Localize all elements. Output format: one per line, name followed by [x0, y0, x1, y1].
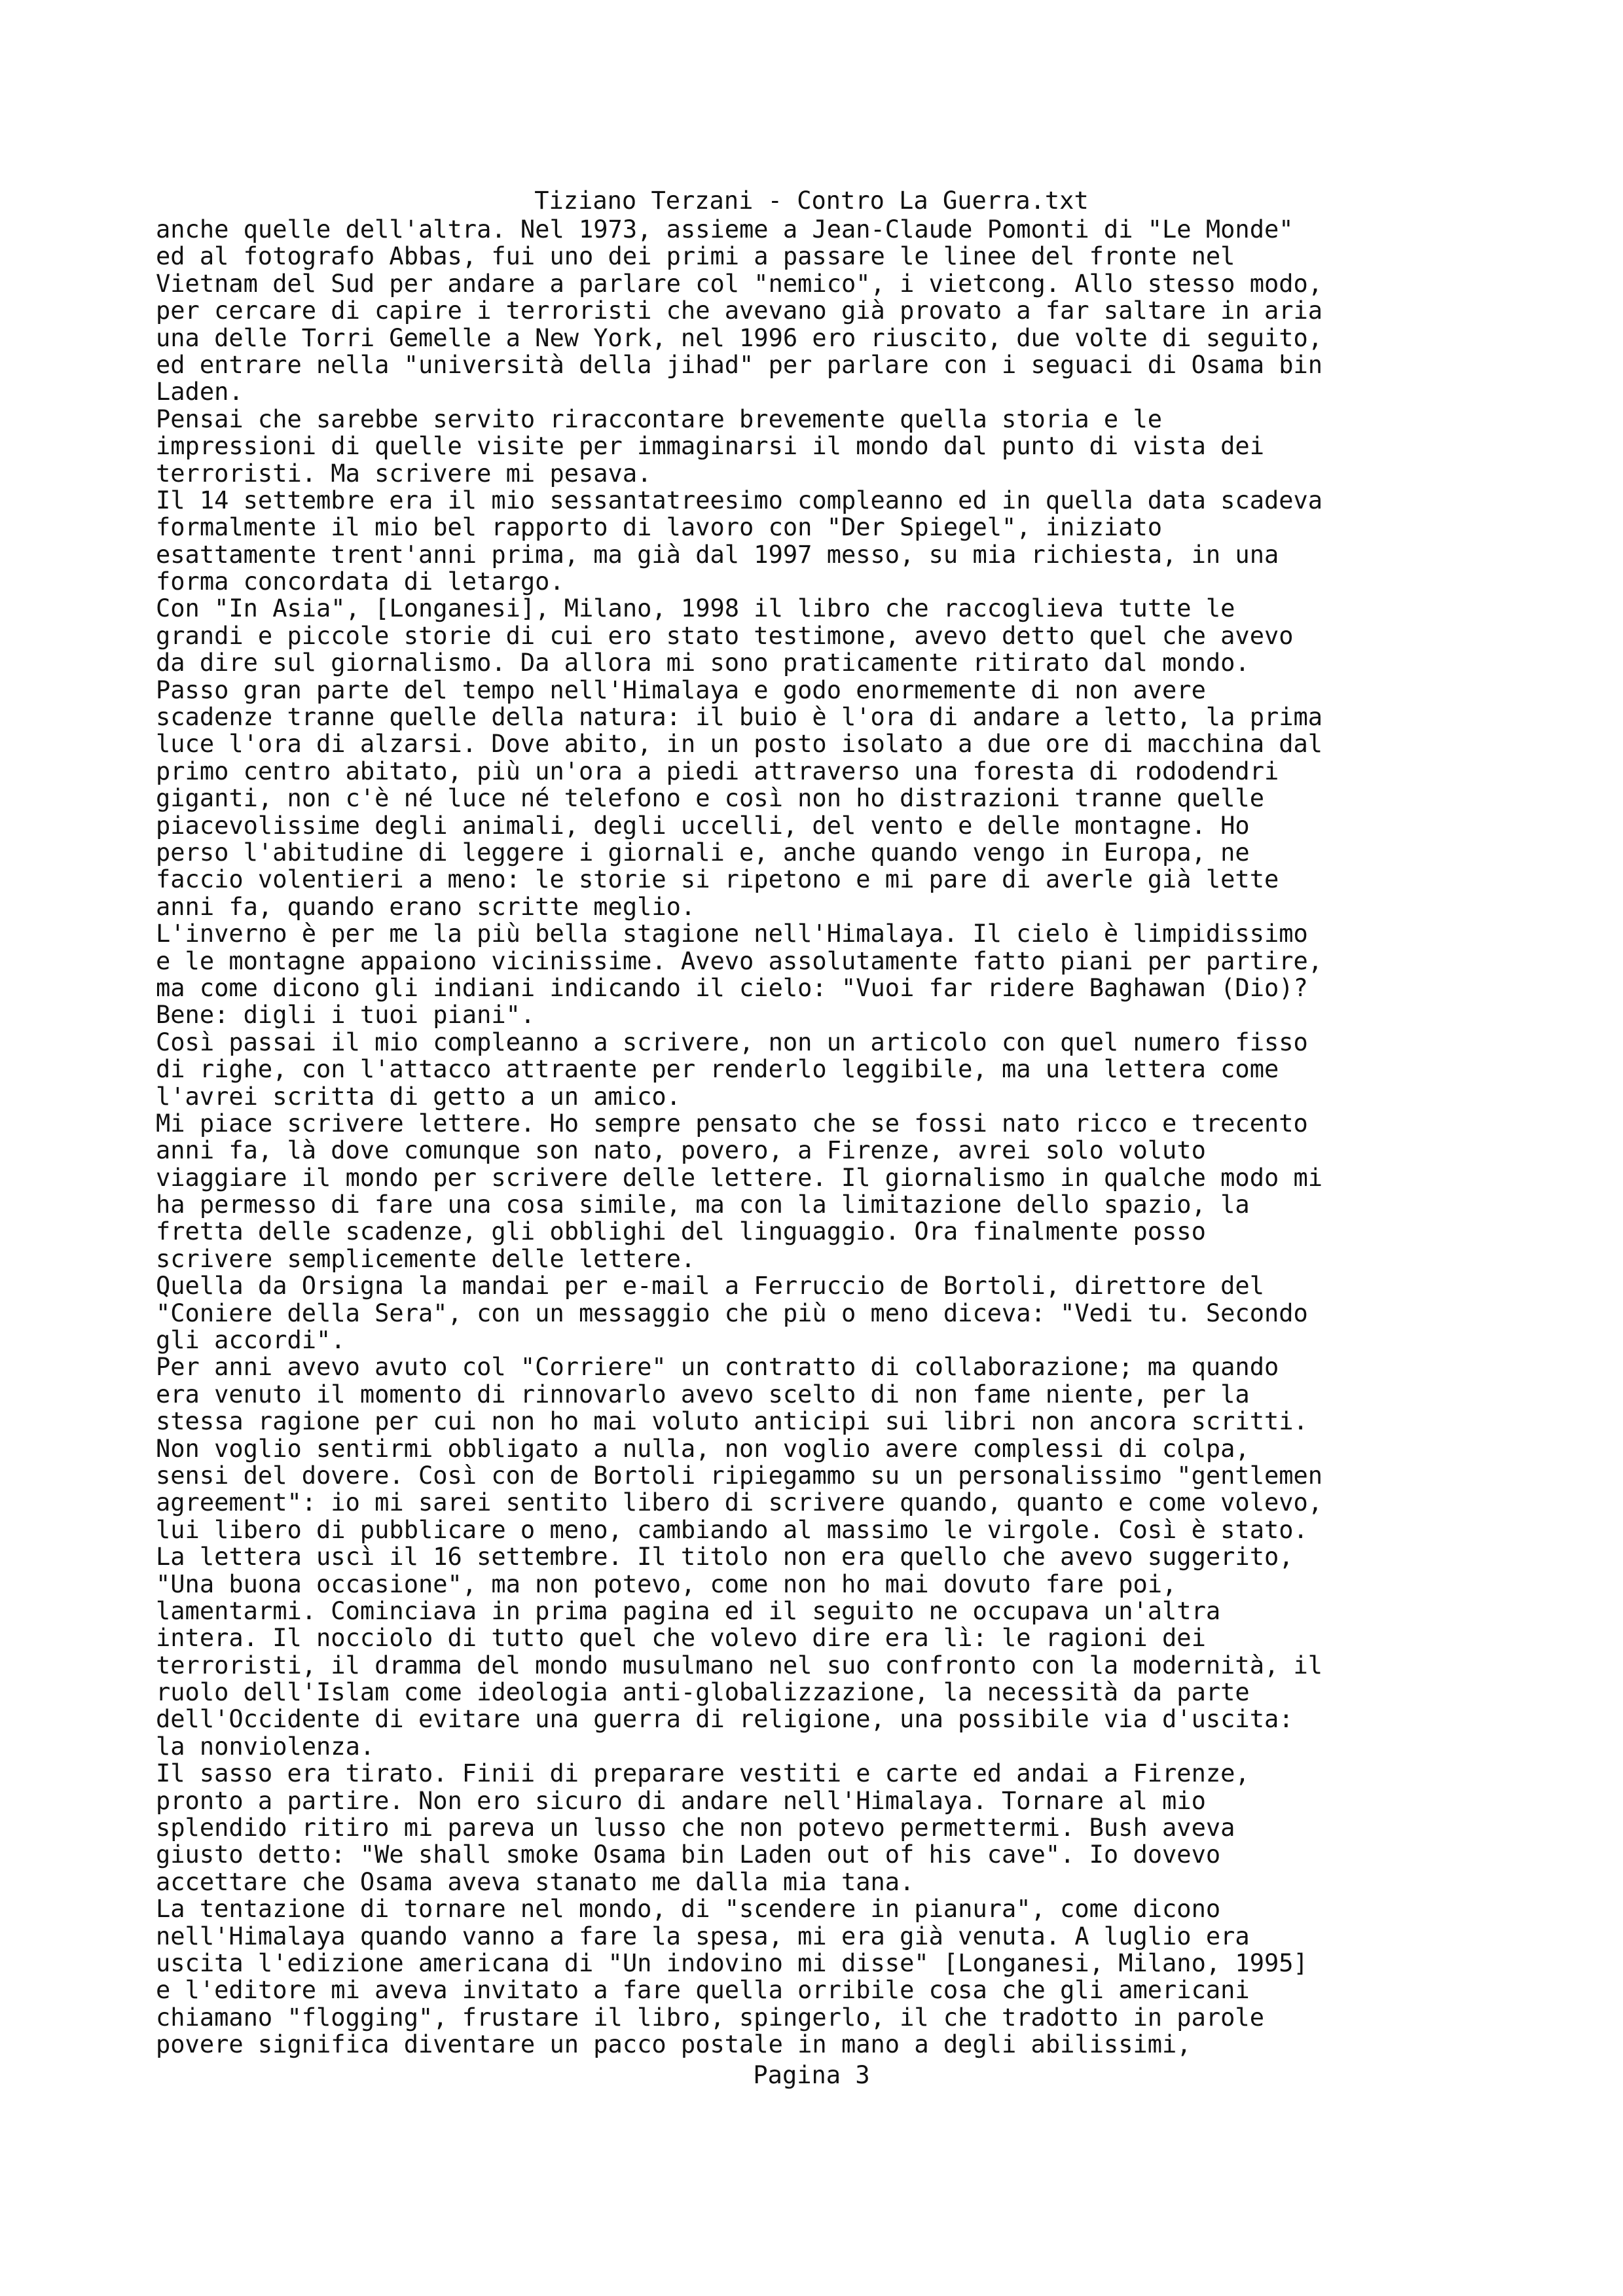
text-line: era venuto il momento di rinnovarlo avevo scelto di non fame niente, per la: [156, 1380, 1250, 1408]
text-line: e le montagne appaiono vicinissime. Avevo assolutamente fatto piani per partire,: [156, 946, 1323, 975]
text-line: anni fa, quando erano scritte meglio.: [156, 892, 696, 921]
text-line: fretta delle scadenze, gli obblighi del linguaggio. Ora finalmente posso: [156, 1217, 1206, 1246]
text-line: Bene: digli i tuoi piani".: [156, 1001, 536, 1030]
document-header: Tiziano Terzani - Contro La Guerra.txt: [534, 187, 1089, 215]
text-line: lamentarmi. Cominciava in prima pagina ed il seguito ne occupava un'altra: [156, 1596, 1221, 1625]
text-line: Pensai che sarebbe servito riraccontare brevemente quella storia e le: [156, 404, 1163, 433]
text-line: formalmente il mio bel rapporto di lavoro con "Der Spiegel", iniziato: [156, 513, 1163, 542]
text-line: una delle Torri Gemelle a New York, nel 1996 ero riuscito, due volte di seguito,: [156, 323, 1323, 352]
text-line: ed al fotografo Abbas, fui uno dei primi a passare le linee del fronte nel: [156, 242, 1235, 271]
text-line: stessa ragione per cui non ho mai voluto anticipi sui libri non ancora scritti.: [156, 1407, 1308, 1436]
text-line: anche quelle dell'altra. Nel 1973, assieme a Jean-Claude Pomonti di "Le Monde": [156, 215, 1294, 243]
text-line: "Coniere della Sera", con un messaggio che più o meno diceva: "Vedi tu. Secondo: [156, 1299, 1308, 1327]
text-line: pronto a partire. Non ero sicuro di andare nell'Himalaya. Tornare al mio: [156, 1786, 1206, 1815]
text-line: giganti, non c'è né luce né telefono e così non ho distrazioni tranne quelle: [156, 784, 1264, 813]
text-line: perso l'abitudine di leggere i giornali e, anche quando vengo in Europa, ne: [156, 838, 1250, 867]
text-line: terroristi, il dramma del mondo musulmano nel suo confronto con la modernità, il: [156, 1651, 1323, 1679]
text-line: accettare che Osama aveva stanato me dalla mia tana.: [156, 1867, 915, 1896]
text-line: e l'editore mi aveva invitato a fare quella orribile cosa che gli americani: [156, 1976, 1250, 2005]
text-line: intera. Il nocciolo di tutto quel che volevo dire era lì: le ragioni dei: [156, 1624, 1206, 1653]
text-line: nell'Himalaya quando vanno a fare la spesa, mi era già venuta. A luglio era: [156, 1922, 1250, 1950]
text-line: uscita l'edizione americana di "Un indovino mi disse" [Longanesi, Milano, 1995]: [156, 1949, 1308, 1977]
text-line: Il 14 settembre era il mio sessantatreesimo compleanno ed in quella data scadeva: [156, 486, 1323, 514]
text-line: forma concordata di letargo.: [156, 567, 564, 596]
text-line: agreement": io mi sarei sentito libero di scrivere quando, quanto e come volevo,: [156, 1488, 1323, 1517]
text-line: viaggiare il mondo per scrivere delle lettere. Il giornalismo in qualche modo mi: [156, 1163, 1323, 1192]
text-line: scrivere semplicemente delle lettere.: [156, 1244, 696, 1273]
text-line: Mi piace scrivere lettere. Ho sempre pensato che se fossi nato ricco e trecento: [156, 1109, 1308, 1138]
text-line: Passo gran parte del tempo nell'Himalaya e godo enormemente di non avere: [156, 675, 1206, 704]
text-line: Per anni avevo avuto col "Corriere" un contratto di collaborazione; ma quando: [156, 1353, 1279, 1382]
text-line: primo centro abitato, più un'ora a piedi attraverso una foresta di rododendri: [156, 757, 1279, 785]
text-line: scadenze tranne quelle della natura: il buio è l'ora di andare a letto, la prima: [156, 703, 1323, 732]
text-line: sensi del dovere. Così con de Bortoli ripiegammo su un personalissimo "gentlemen: [156, 1461, 1323, 1490]
text-line: Così passai il mio compleanno a scrivere, non un articolo con quel numero fisso: [156, 1028, 1308, 1056]
text-line: La tentazione di tornare nel mondo, di "scendere in pianura", come dicono: [156, 1895, 1221, 1924]
text-line: per cercare di capire i terroristi che avevano già provato a far saltare in aria: [156, 296, 1323, 325]
text-line: ma come dicono gli indiani indicando il cielo: "Vuoi far ridere Baghawan (Dio)?: [156, 973, 1308, 1002]
text-line: di righe, con l'attacco attraente per renderlo leggibile, ma una lettera come: [156, 1055, 1279, 1084]
text-line: impressioni di quelle visite per immaginarsi il mondo dal punto di vista dei: [156, 432, 1264, 461]
text-line: grandi e piccole storie di cui ero stato testimone, avevo detto quel che avevo: [156, 621, 1294, 650]
text-line: splendido ritiro mi pareva un lusso che non potevo permettermi. Bush aveva: [156, 1814, 1235, 1842]
text-line: faccio volentieri a meno: le storie si ripetono e mi pare di averle già lette: [156, 865, 1279, 894]
text-line: gli accordi".: [156, 1326, 346, 1355]
text-line: esattamente trent'anni prima, ma già dal 1997 messo, su mia richiesta, in una: [156, 540, 1279, 569]
text-line: da dire sul giornalismo. Da allora mi sono praticamente ritirato dal mondo.: [156, 649, 1250, 677]
text-line: la nonviolenza.: [156, 1732, 375, 1761]
text-line: Con "In Asia", [Longanesi], Milano, 1998 il libro che raccoglieva tutte le: [156, 594, 1235, 623]
text-line: terroristi. Ma scrivere mi pesava.: [156, 459, 652, 488]
text-line: luce l'ora di alzarsi. Dove abito, in un posto isolato a due ore di macchina dal: [156, 730, 1323, 759]
text-line: Vietnam del Sud per andare a parlare col "nemico", i vietcong. Allo stesso modo,: [156, 269, 1323, 298]
text-line: ed entrare nella "università della jihad" per parlare con i seguaci di Osama bin: [156, 350, 1323, 379]
text-line: povere significa diventare un pacco postale in mano a degli abilissimi,: [156, 2030, 1192, 2059]
text-line: ha permesso di fare una cosa simile, ma con la limitazione dello spazio, la: [156, 1191, 1250, 1219]
text-line: L'inverno è per me la più bella stagione nell'Himalaya. Il cielo è limpidissimo: [156, 920, 1308, 948]
text-line: giusto detto: "We shall smoke Osama bin Laden out of his cave". Io dovevo: [156, 1840, 1221, 1869]
text-line: anni fa, là dove comunque son nato, povero, a Firenze, avrei solo voluto: [156, 1136, 1206, 1165]
text-line: chiamano "flogging", frustare il libro, spingerlo, il che tradotto in parole: [156, 2003, 1264, 2032]
text-line: Non voglio sentirmi obbligato a nulla, non voglio avere complessi di colpa,: [156, 1434, 1250, 1463]
text-line: dell'Occidente di evitare una guerra di religione, una possibile via d'uscita:: [156, 1705, 1294, 1734]
text-line: piacevolissime degli animali, degli uccelli, del vento e delle montagne. Ho: [156, 811, 1250, 840]
text-line: lui libero di pubblicare o meno, cambiando al massimo le virgole. Così è stato.: [156, 1515, 1308, 1544]
text-line: Laden.: [156, 378, 244, 406]
text-line: ruolo dell'Islam come ideologia anti-globalizzazione, la necessità da parte: [156, 1678, 1250, 1707]
text-line: l'avrei scritta di getto a un amico.: [156, 1082, 681, 1111]
document-body: [156, 216, 1478, 2058]
text-line: "Una buona occasione", ma non potevo, come non ho mai dovuto fare poi,: [156, 1570, 1177, 1598]
text-line: Quella da Orsigna la mandai per e-mail a Ferruccio de Bortoli, direttore del: [156, 1272, 1264, 1300]
text-line: Il sasso era tirato. Finii di preparare vestiti e carte ed andai a Firenze,: [156, 1759, 1250, 1788]
page-number: Pagina 3: [753, 2061, 870, 2089]
text-line: La lettera uscì il 16 settembre. Il titolo non era quello che avevo suggerito,: [156, 1543, 1294, 1571]
